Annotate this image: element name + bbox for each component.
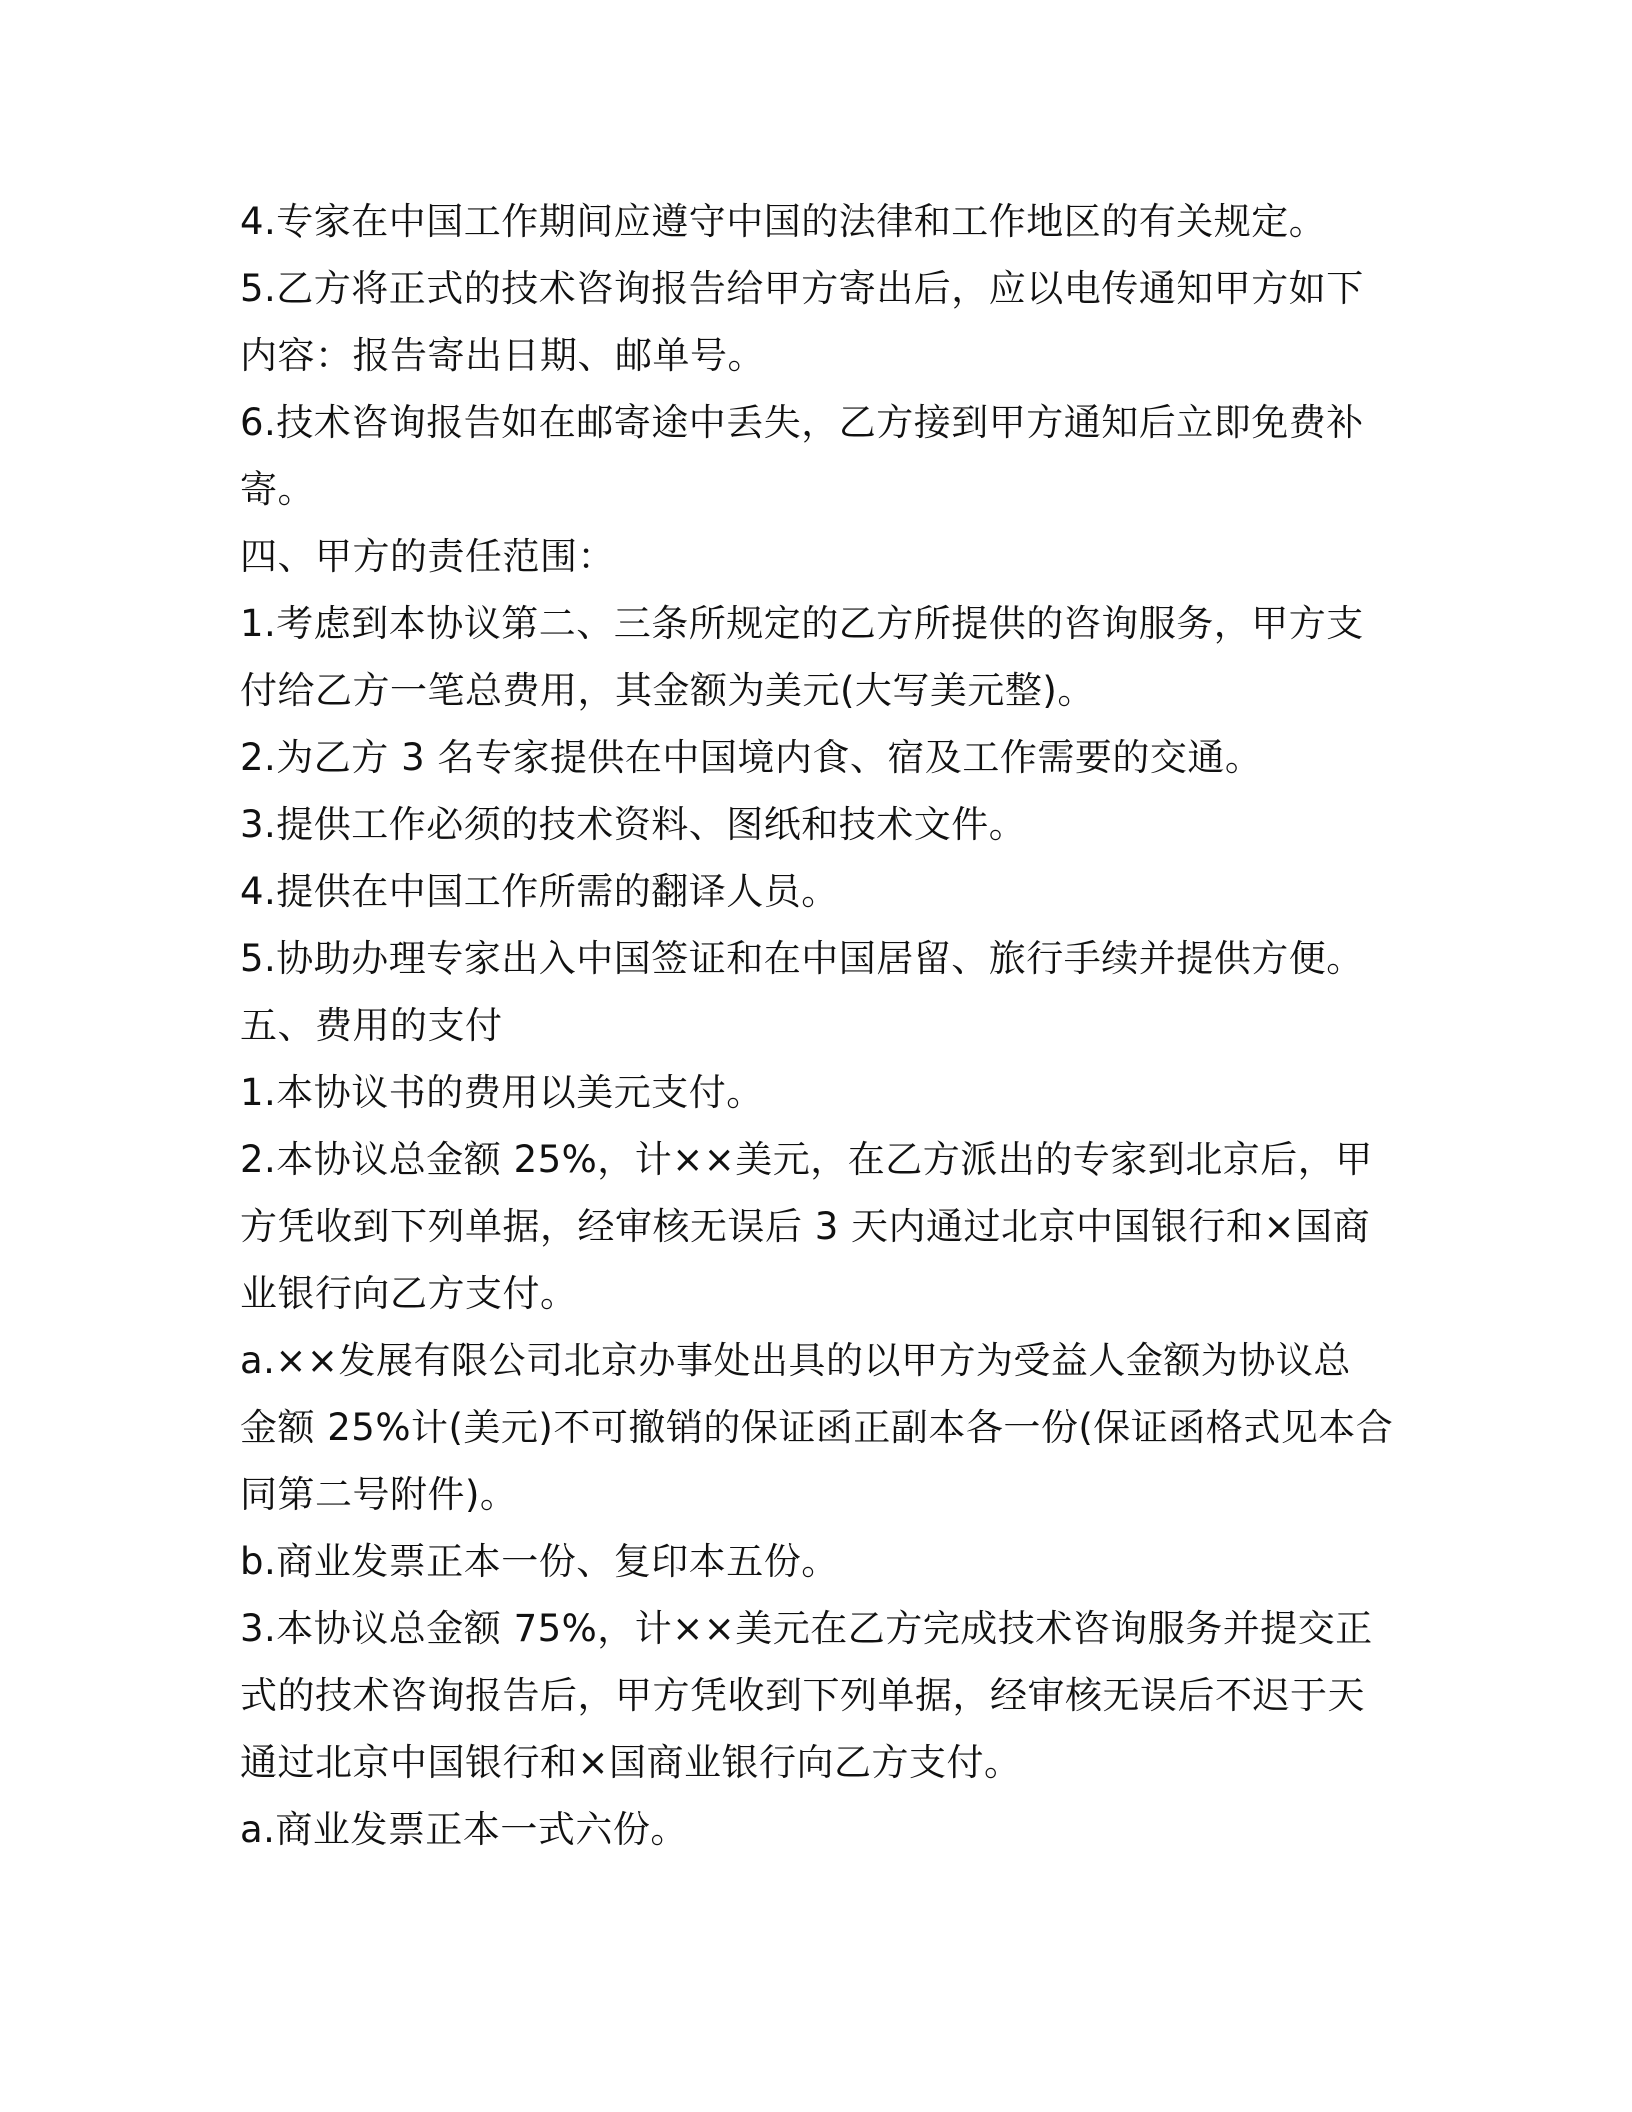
text-line: 付给乙方一笔总费用，其金额为美元(大写美元整)。 — [240, 669, 1095, 712]
text-line: 2.为乙方 3 名专家提供在中国境内食、宿及工作需要的交通。 — [240, 736, 1263, 779]
text-line: 4.提供在中国工作所需的翻译人员。 — [240, 870, 839, 913]
text-line: 通过北京中国银行和×国商业银行向乙方支付。 — [240, 1741, 1022, 1784]
text-line: a.商业发票正本一式六份。 — [240, 1808, 688, 1851]
text-line: 1.考虑到本协议第二、三条所规定的乙方所提供的咨询服务，甲方支 — [240, 602, 1364, 645]
text-line: 5.协助办理专家出入中国签证和在中国居留、旅行手续并提供方便。 — [240, 937, 1364, 980]
section-heading: 五、费用的支付 — [240, 1004, 503, 1047]
text-line: 5.乙方将正式的技术咨询报告给甲方寄出后，应以电传通知甲方如下 — [240, 267, 1364, 310]
section-heading: 四、甲方的责任范围： — [240, 535, 615, 578]
text-line: 方凭收到下列单据，经审核无误后 3 天内通过北京中国银行和×国商 — [240, 1205, 1371, 1248]
text-line: b.商业发票正本一份、复印本五份。 — [240, 1540, 839, 1583]
text-line: a.××发展有限公司北京办事处出具的以甲方为受益人金额为协议总 — [240, 1339, 1351, 1382]
text-line: 式的技术咨询报告后，甲方凭收到下列单据，经审核无误后不迟于天 — [240, 1674, 1365, 1717]
text-line: 内容：报告寄出日期、邮单号。 — [240, 334, 765, 377]
text-line: 3.本协议总金额 75%，计××美元在乙方完成技术咨询服务并提交正 — [240, 1607, 1373, 1650]
text-line: 1.本协议书的费用以美元支付。 — [240, 1071, 764, 1114]
text-line: 同第二号附件)。 — [240, 1473, 518, 1516]
text-line: 4.专家在中国工作期间应遵守中国的法律和工作地区的有关规定。 — [240, 200, 1327, 243]
text-line: 金额 25%计(美元)不可撤销的保证函正副本各一份(保证函格式见本合 — [240, 1406, 1394, 1449]
text-line: 3.提供工作必须的技术资料、图纸和技术文件。 — [240, 803, 1027, 846]
text-line: 寄。 — [240, 468, 315, 511]
text-line: 2.本协议总金额 25%，计××美元，在乙方派出的专家到北京后，甲 — [240, 1138, 1373, 1181]
document-body — [240, 188, 1394, 1863]
text-line: 业银行向乙方支付。 — [240, 1272, 578, 1315]
text-line: 6.技术咨询报告如在邮寄途中丢失，乙方接到甲方通知后立即免费补 — [240, 401, 1364, 444]
